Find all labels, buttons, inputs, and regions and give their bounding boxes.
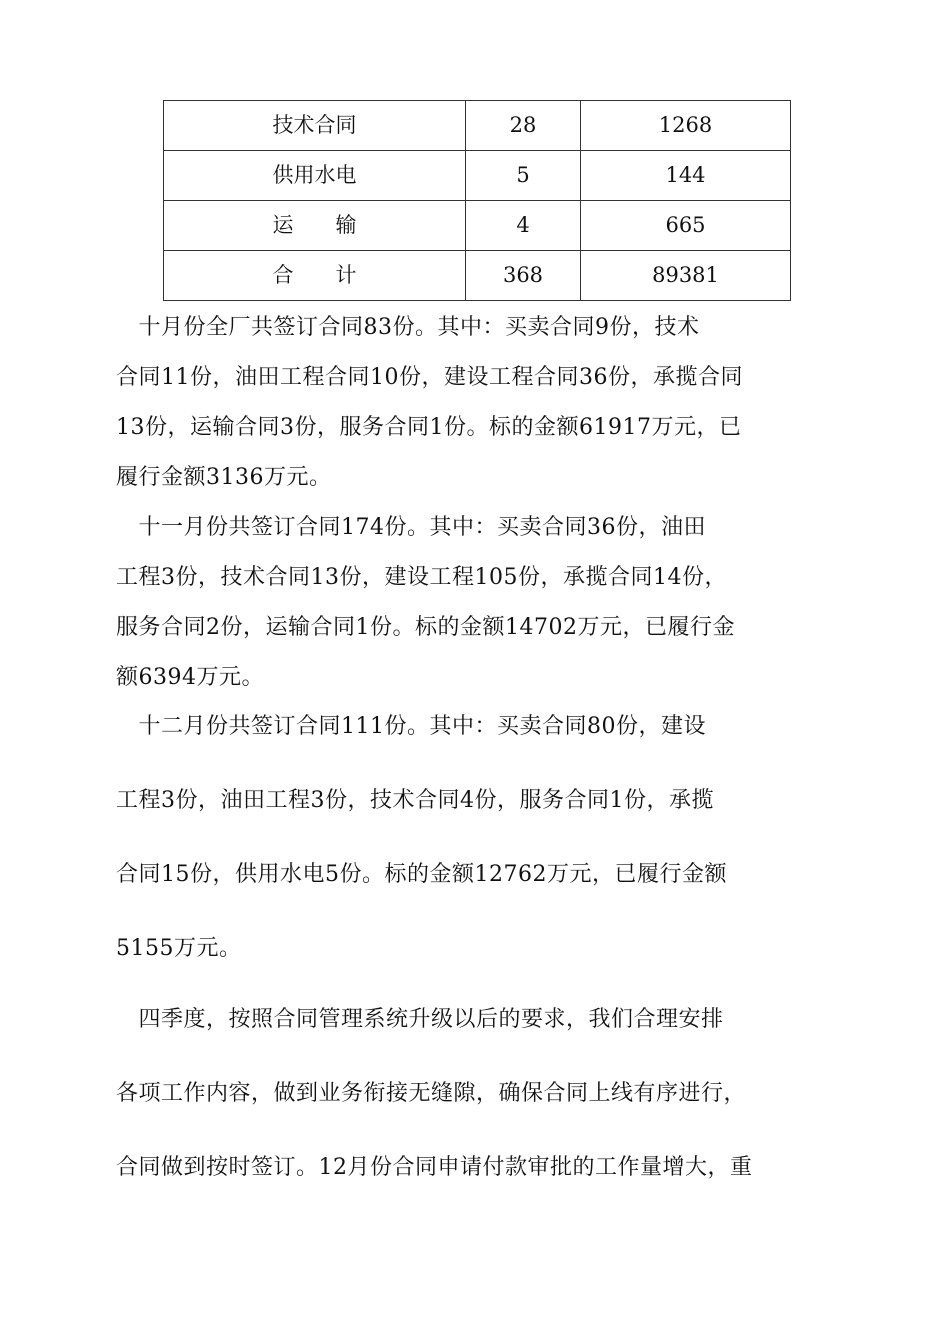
contract-count-cell: 4 (466, 201, 581, 251)
december-paragraph (116, 690, 840, 986)
paragraph-line: 合同做到按时签订。12月份合同申请付款审批的工作量增大，重 (116, 1155, 753, 1180)
total-count-cell: 368 (466, 251, 581, 301)
total-label-cell: 合 计 (164, 251, 466, 301)
paragraph-line: 13份，运输合同3份，服务合同1份。标的金额61917万元，已 (116, 415, 742, 440)
contract-type-cell: 技术合同 (164, 101, 466, 151)
paragraph-line: 5155万元。 (116, 936, 242, 961)
contract-count-cell: 5 (466, 151, 581, 201)
paragraph-line: 工程3份，技术合同13份，建设工程105份，承揽合同14份， (116, 565, 727, 590)
table-total-row (164, 251, 791, 301)
paragraph-line: 合同11份，油田工程合同10份，建设工程合同36份，承揽合同 (116, 365, 743, 390)
quarter-paragraph (116, 983, 840, 1205)
paragraph-line: 十一月份共签订合同174份。其中：买卖合同36份，油田 (116, 515, 706, 540)
paragraph-line: 履行金额3136万元。 (116, 465, 332, 490)
table-row (164, 151, 791, 201)
november-paragraph (116, 503, 840, 703)
paragraph-line: 合同15份，供用水电5份。标的金额12762万元，已履行金额 (116, 862, 727, 887)
contract-amount-cell: 665 (581, 201, 791, 251)
contract-amount-cell: 1268 (581, 101, 791, 151)
paragraph-line: 各项工作内容，做到业务衔接无缝隙，确保合同上线有序进行， (116, 1081, 747, 1106)
contract-count-cell: 28 (466, 101, 581, 151)
paragraph-line: 十月份全厂共签订合同83份。其中：买卖合同9份，技术 (116, 315, 700, 340)
paragraph-line: 工程3份，油田工程3份，技术合同4份，服务合同1份，承揽 (116, 788, 714, 813)
contract-amount-cell: 144 (581, 151, 791, 201)
contract-summary-table (163, 100, 791, 301)
contract-type-cell: 供用水电 (164, 151, 466, 201)
paragraph-line: 四季度，按照合同管理系统升级以后的要求，我们合理安排 (116, 1007, 724, 1032)
paragraph-line: 额6394万元。 (116, 665, 264, 690)
paragraph-line: 服务合同2份，运输合同1份。标的金额14702万元，已履行金 (116, 615, 735, 640)
paragraph-line: 十二月份共签订合同111份。其中：买卖合同80份，建设 (116, 714, 706, 739)
total-amount-cell: 89381 (581, 251, 791, 301)
october-paragraph (116, 303, 840, 503)
table-row (164, 101, 791, 151)
table-row (164, 201, 791, 251)
contract-type-cell: 运 输 (164, 201, 466, 251)
